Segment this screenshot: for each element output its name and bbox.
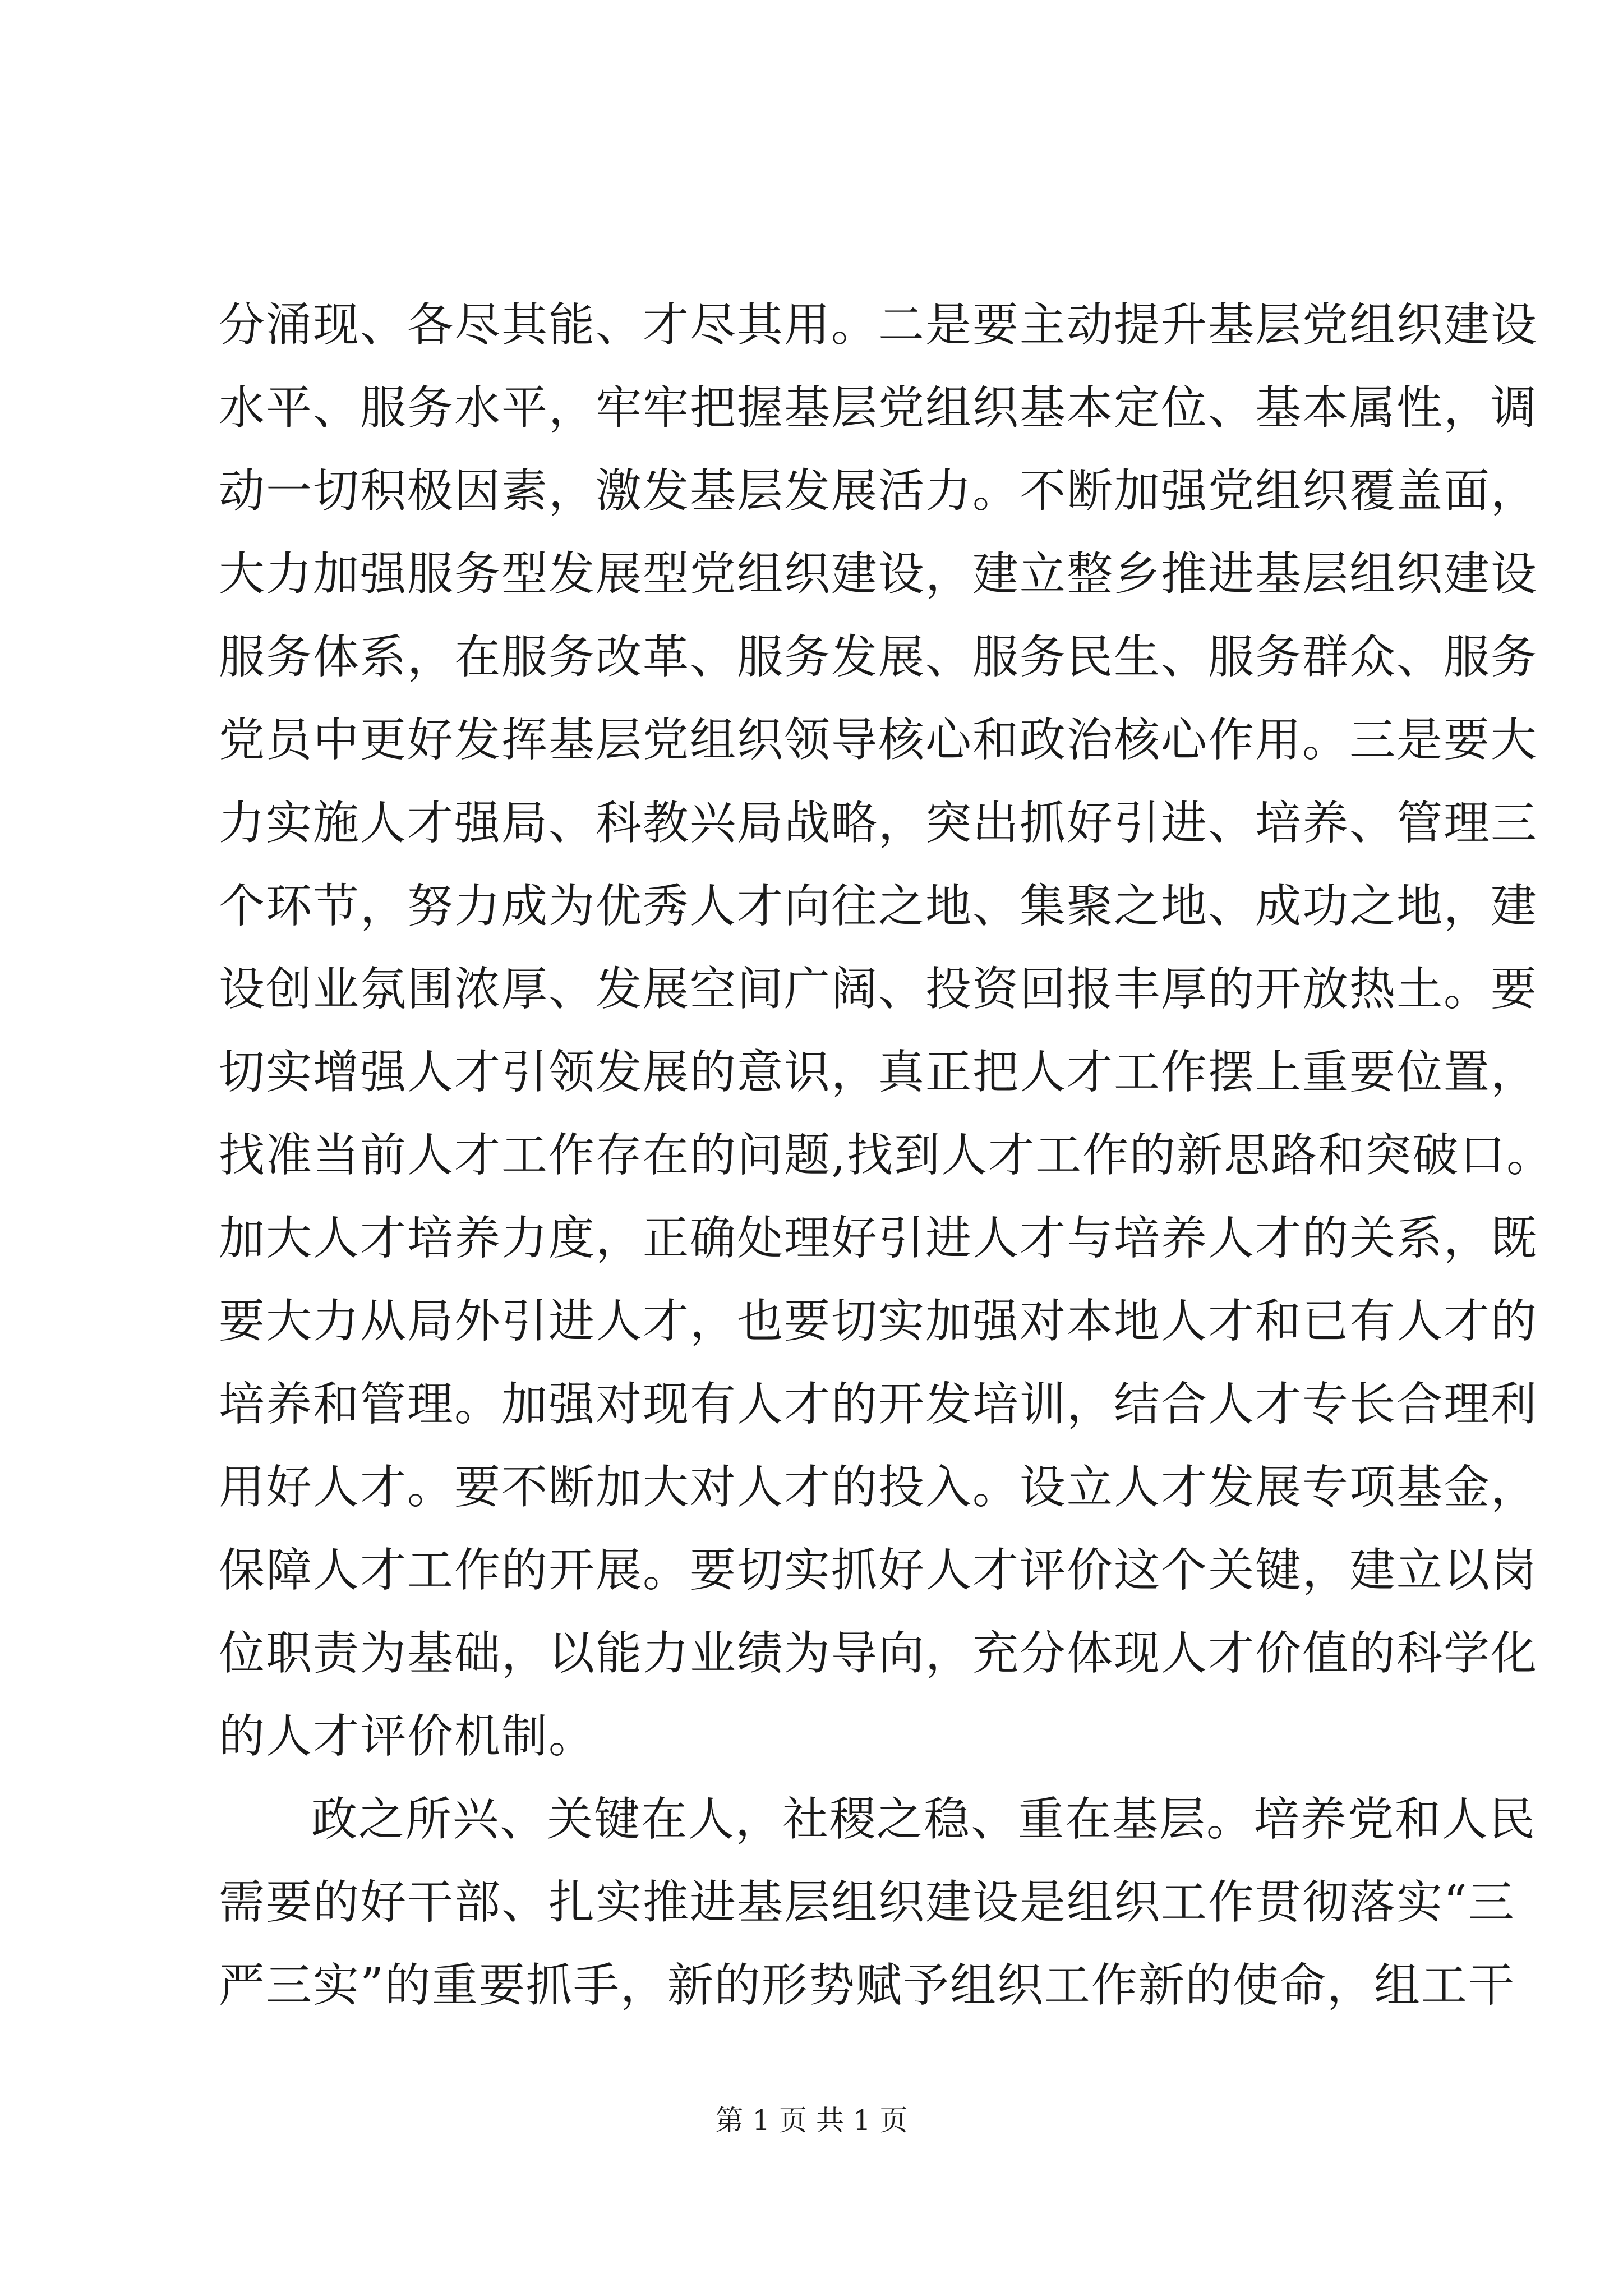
text-line: 需要的好干部、扎实推进基层组织建设是组织工作贯彻落实“三 xyxy=(219,1876,1515,1929)
text-line: 水平、服务水平，牢牢把握基层党组织基本定位、基本属性，调 xyxy=(219,381,1538,435)
text-line: 加大人才培养力度，正确处理好引进人才与培养人才的关系，既 xyxy=(219,1212,1538,1265)
text-line: 服务体系，在服务改革、服务发展、服务民生、服务群众、服务 xyxy=(219,631,1538,684)
paragraph-first-line: 政之所兴、关键在人，社稷之稳、重在基层。培养党和人民 xyxy=(311,1793,1537,1846)
text-line: 的人才评价机制。 xyxy=(219,1710,596,1763)
text-line: 力实施人才强局、科教兴局战略，突出抓好引进、培养、管理三 xyxy=(219,797,1538,850)
text-line: 动一切积极因素，激发基层发展活力。不断加强党组织覆盖面， xyxy=(219,464,1538,518)
text-line: 设创业氛围浓厚、发展空间广阔、投资回报丰厚的开放热土。要 xyxy=(219,963,1538,1016)
text-line: 保障人才工作的开展。要切实抓好人才评价这个关键，建立以岗 xyxy=(219,1544,1538,1597)
text-line: 个环节，努力成为优秀人才向往之地、集聚之地、成功之地，建 xyxy=(219,880,1538,933)
text-line: 用好人才。要不断加大对人才的投入。设立人才发展专项基金， xyxy=(219,1461,1538,1514)
text-line: 大力加强服务型发展型党组织建设，建立整乡推进基层组织建设 xyxy=(219,547,1538,601)
text-line: 严三实”的重要抓手，新的形势赋予组织工作新的使命，组工干 xyxy=(219,1959,1515,2012)
text-line: 分涌现、各尽其能、才尽其用。二是要主动提升基层党组织建设 xyxy=(219,298,1538,352)
text-line: 要大力从局外引进人才，也要切实加强对本地人才和已有人才的 xyxy=(219,1295,1538,1348)
text-line: 培养和管理。加强对现有人才的开发培训，结合人才专长合理利 xyxy=(219,1378,1538,1431)
page-footer: 第 1 页 共 1 页 xyxy=(715,2104,908,2137)
text-line: 位职责为基础，以能力业绩为导向，充分体现人才价值的科学化 xyxy=(219,1627,1538,1680)
text-line: 找准当前人才工作存在的问题,找到人才工作的新思路和突破口。 xyxy=(219,1129,1554,1182)
text-line: 切实增强人才引领发展的意识，真正把人才工作摆上重要位置， xyxy=(219,1046,1538,1099)
text-line: 党员中更好发挥基层党组织领导核心和政治核心作用。三是要大 xyxy=(219,714,1538,767)
